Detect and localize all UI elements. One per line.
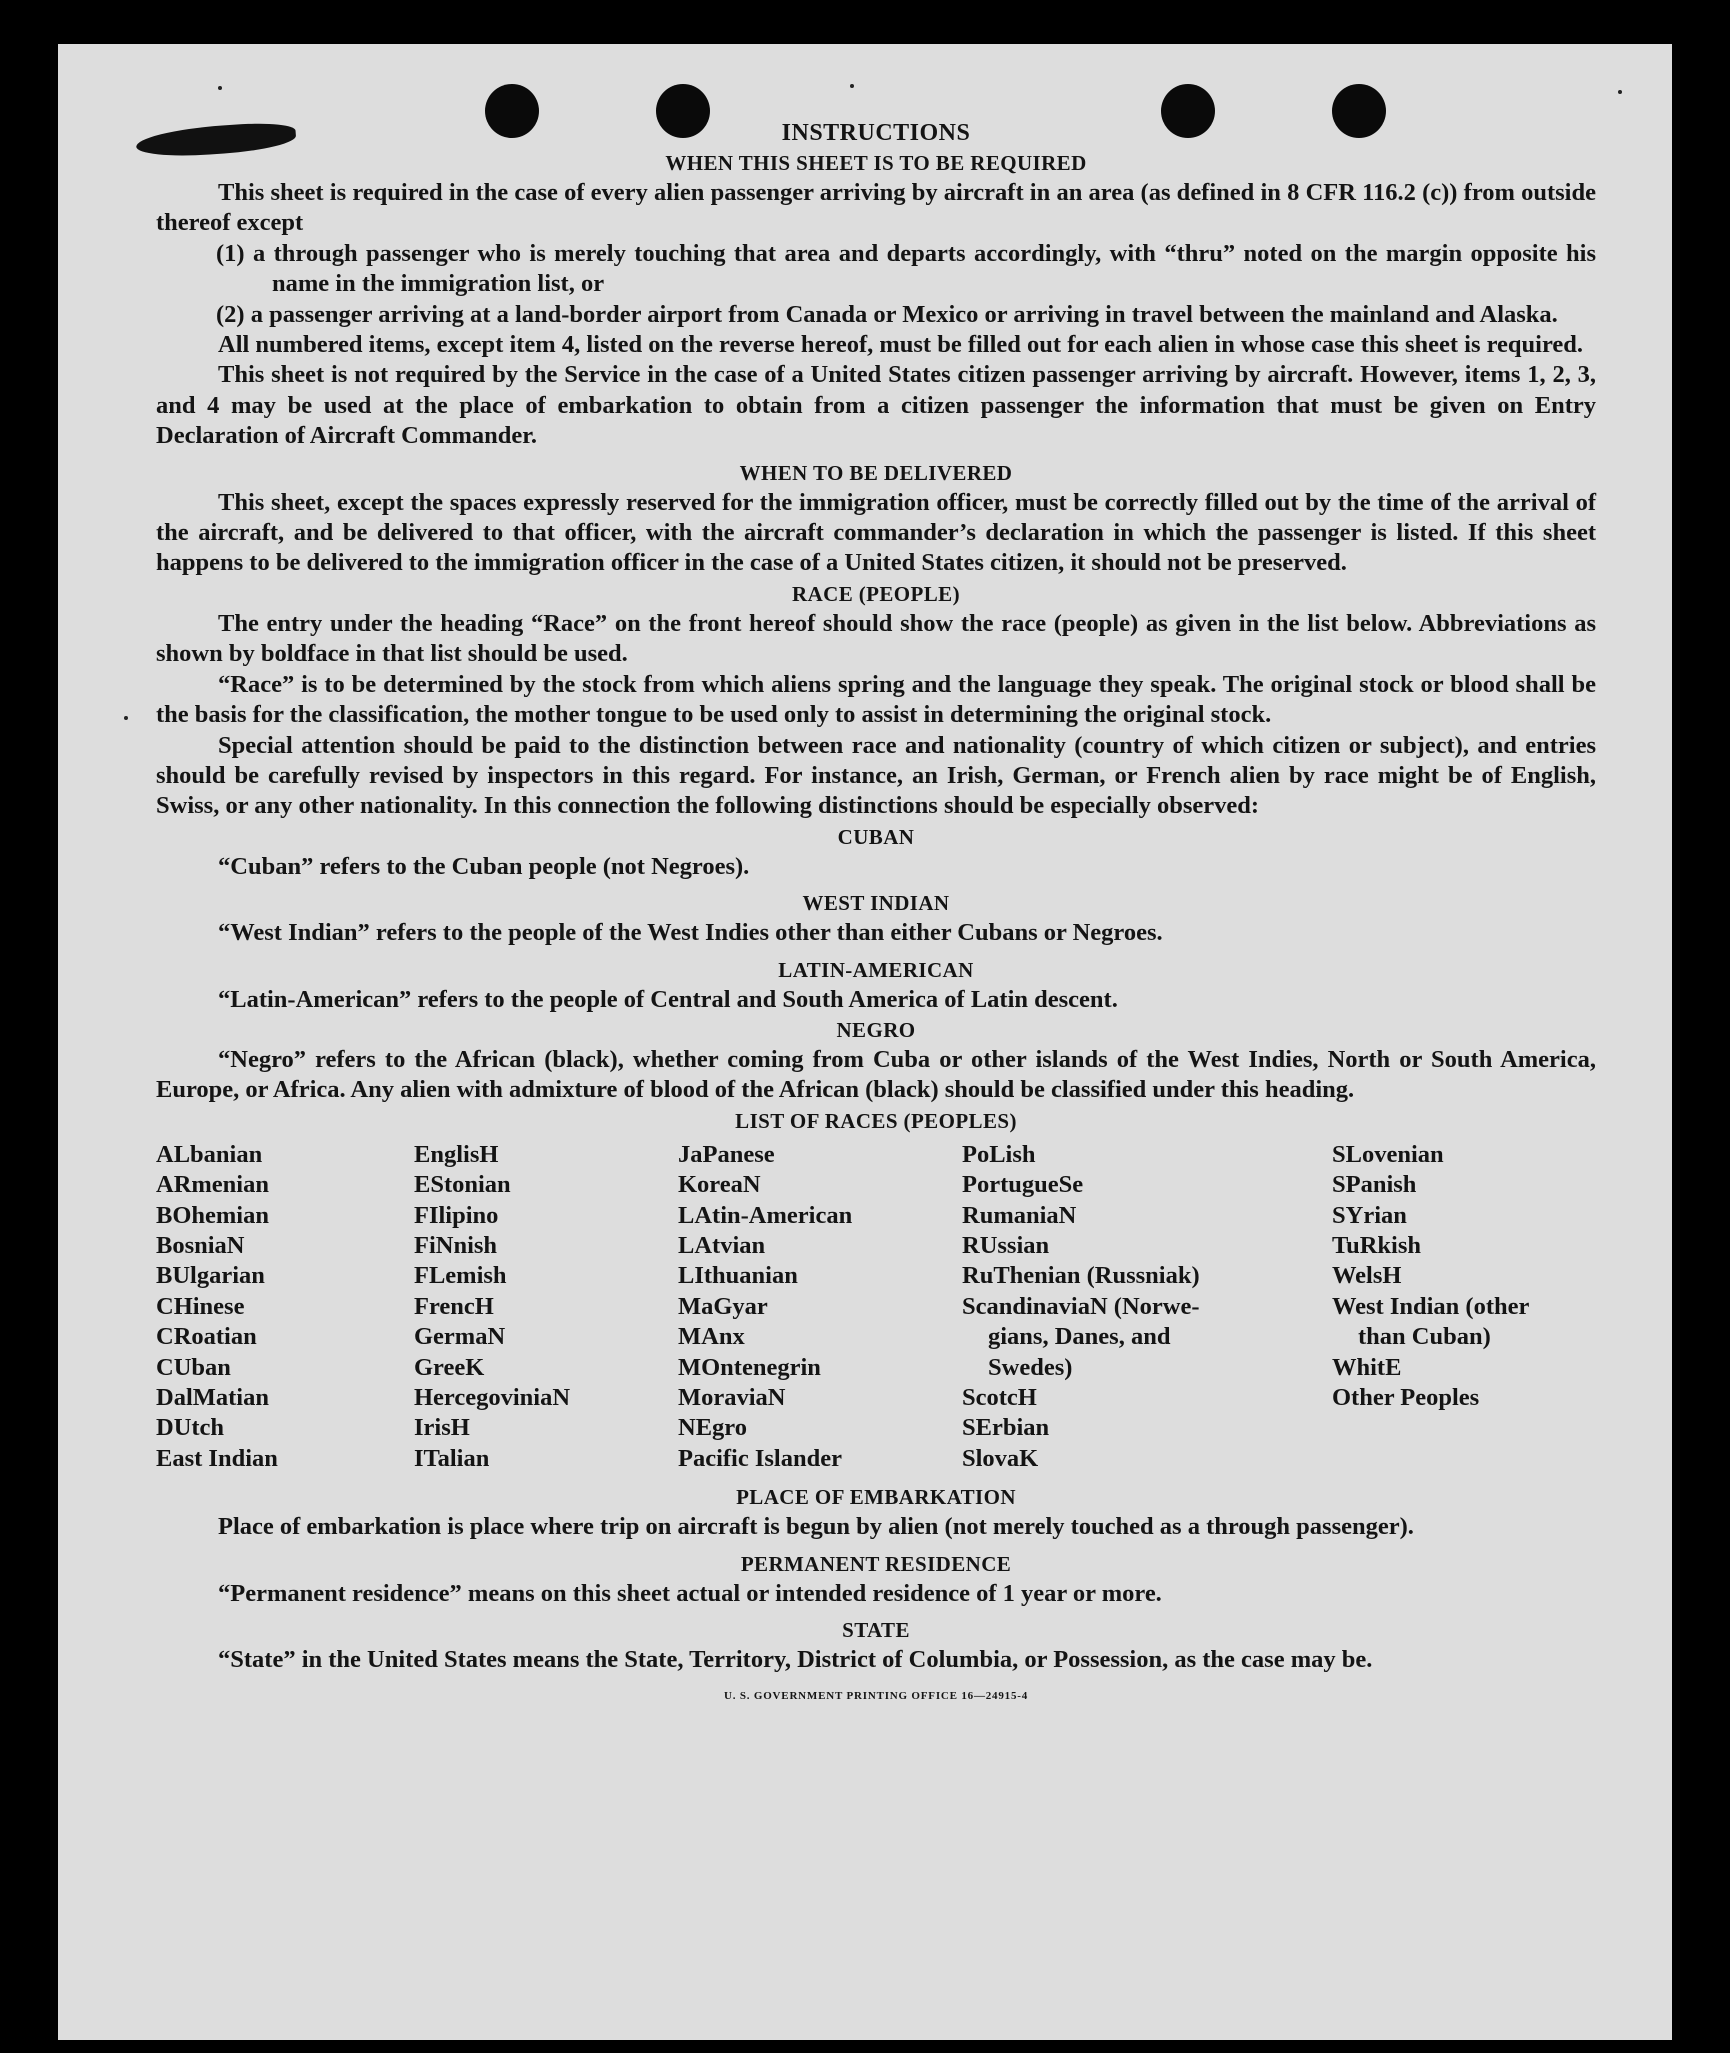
race-list-item: PoLish [962, 1140, 1036, 1168]
race-list-item: gians, Danes, and [988, 1323, 1171, 1351]
race-list-item: SLovenian [1332, 1140, 1444, 1168]
race-list-item: FrencH [414, 1292, 494, 1320]
race-column [678, 1140, 962, 1474]
race-list-item: CUban [156, 1353, 231, 1381]
race-list-item: West Indian (other [1332, 1292, 1530, 1320]
race-list-item: SYrian [1332, 1201, 1407, 1229]
list-item: (2) a passenger arriving at a land-border airport from Canada or Mexico or arriving in travel between the mainland and Alaska. [216, 300, 1558, 328]
heading-cuban: CUBAN [837, 824, 915, 849]
paragraph: “Permanent residence” means on this sheet actual or intended residence of 1 year or more. [218, 1579, 1162, 1607]
paragraph: “West Indian” refers to the people of the West Indies other than either Cubans or Negroes. [218, 919, 1163, 947]
race-list-item: EStonian [414, 1171, 511, 1199]
race-list-item: BosniaN [156, 1231, 245, 1259]
race-list-item: WelsH [1332, 1262, 1402, 1290]
race-list-item: WhitE [1332, 1353, 1402, 1381]
paragraph: “Negro” refers to the African (black), whether coming from Cuba or other islands of the West Indies, North or South America, Europe, or Africa. Any alien with admixture of blood of the African (black) should be classified under this heading. [156, 1045, 1596, 1104]
heading-permanent-residence: PERMANENT RESIDENCE [740, 1551, 1012, 1576]
paragraph: This sheet is not required by the Service in the case of a United States citizen passenger arriving by aircraft. However, items 1, 2, 3, and 4 may be used at the place of embarkation to obtain from a citizen passenger the information that must be given on Entry Declaration of Aircraft Commander. [156, 361, 1596, 450]
race-list-item: RUssian [962, 1231, 1050, 1259]
race-list-item: ALbanian [156, 1140, 263, 1168]
race-list-item: IrisH [414, 1414, 470, 1442]
heading-latin-american: LATIN-AMERICAN [778, 957, 974, 982]
race-list-item: GreeK [414, 1353, 485, 1381]
paragraph: This sheet is required in the case of every alien passenger arriving by aircraft in an area (as defined in 8 CFR 116.2 (c)) from outside thereof except [156, 179, 1596, 237]
printing-office-imprint: U. S. GOVERNMENT PRINTING OFFICE 16—24915-4 [723, 1690, 1029, 1703]
heading-when-delivered: WHEN TO BE DELIVERED [739, 460, 1013, 485]
paragraph: “State” in the United States means the State, Territory, District of Columbia, or Possession, as the case may be. [218, 1646, 1373, 1674]
speck [218, 86, 222, 90]
race-list-item: RumaniaN [962, 1201, 1077, 1229]
race-list-item: ScandinaviaN (Norwe- [962, 1292, 1200, 1320]
paragraph: Special attention should be paid to the distinction between race and nationality (country of which citizen or subject), and entries should be carefully revised by inspectors in this regard. For instance, an Irish, German, or French alien by race might be of English, Swiss, or any other nationality. In this connection the following distinctions should be especially observed: [156, 731, 1596, 820]
heading-race: RACE (PEOPLE) [792, 581, 960, 606]
race-list-item: GermaN [414, 1323, 506, 1351]
paragraph: All numbered items, except item 4, listed on the reverse hereof, must be filled out for each alien in whose case this sheet is required. [218, 331, 1584, 359]
speck [124, 716, 128, 720]
race-list-item: MAnx [678, 1323, 745, 1351]
race-list-item: JaPanese [678, 1140, 775, 1168]
paragraph: “Race” is to be determined by the stock from which aliens spring and the language they speak. The original stock or blood shall be the basis for the classification, the mother tongue to be used only to assist in determining the original stock. [156, 670, 1596, 729]
heading-embarkation: PLACE OF EMBARKATION [736, 1485, 1016, 1510]
heading-west-indian: WEST INDIAN [802, 891, 950, 916]
race-column [1332, 1140, 1596, 1474]
race-list-item: SErbian [962, 1414, 1050, 1442]
paragraph: This sheet, except the spaces expressly reserved for the immigration officer, must be correctly filled out by the time of the arrival of the aircraft, and be delivered to that officer, with the aircraft commander’s declaration in which the passenger is listed. If this sheet happens to be delivered to the immigration officer in the case of a United States citizen, it should not be preserved. [156, 488, 1596, 577]
race-list-item: MoraviaN [678, 1384, 786, 1411]
heading-state: STATE [842, 1618, 910, 1643]
race-list-item: BUlgarian [156, 1262, 265, 1290]
race-list-item: FIlipino [414, 1201, 499, 1229]
race-list-item: Other Peoples [1332, 1384, 1480, 1411]
race-list-item: SPanish [1332, 1171, 1417, 1199]
document-page [58, 44, 1672, 2040]
race-list-item: LIthuanian [678, 1262, 798, 1290]
race-list-item: ScotcH [962, 1384, 1037, 1411]
race-list-item: HercegoviniaN [414, 1384, 571, 1411]
race-list [156, 1140, 1596, 1474]
race-list-item: MaGyar [678, 1292, 768, 1320]
paragraph: “Cuban” refers to the Cuban people (not Negroes). [218, 852, 750, 880]
race-list-item: TuRkish [1332, 1231, 1422, 1259]
race-list-item: ARmenian [156, 1171, 269, 1199]
race-column [962, 1140, 1332, 1474]
race-list-item: Swedes) [988, 1353, 1073, 1381]
heading-negro: NEGRO [836, 1017, 916, 1042]
paragraph: Place of embarkation is place where trip on aircraft is begun by alien (not merely touched as a through passenger). [218, 1513, 1414, 1541]
race-list-item: LAtin-American [678, 1201, 853, 1229]
race-column [156, 1140, 414, 1474]
race-list-item: DalMatian [156, 1384, 269, 1411]
race-list-item: FiNnish [414, 1231, 498, 1259]
race-list-item: SlovaK [962, 1444, 1039, 1472]
race-list-item: FLemish [414, 1262, 507, 1290]
race-list-item: PortugueSe [962, 1171, 1084, 1199]
race-list-item: NEgro [678, 1414, 747, 1442]
heading-when-required: WHEN THIS SHEET IS TO BE REQUIRED [665, 151, 1087, 175]
race-list-item: LAtvian [678, 1231, 766, 1259]
race-list-item: CRoatian [156, 1323, 257, 1351]
race-list-item: KoreaN [678, 1171, 761, 1199]
paragraph: The entry under the heading “Race” on the front hereof should show the race (people) as given in the list below. Abbreviations as shown by boldface in that list should be used. [156, 609, 1596, 668]
speck [850, 84, 854, 88]
race-list-item: Pacific Islander [678, 1444, 842, 1472]
race-column [414, 1140, 678, 1474]
instructions-content [156, 118, 1596, 1712]
race-list-item: DUtch [156, 1414, 225, 1442]
paragraph: “Latin-American” refers to the people of Central and South America of Latin descent. [218, 985, 1118, 1013]
race-list-item: MOntenegrin [678, 1353, 821, 1381]
race-list-item: BOhemian [156, 1201, 269, 1229]
heading-list-of-races: LIST OF RACES (PEOPLES) [735, 1108, 1017, 1133]
list-item: (1) a through passenger who is merely touching that area and departs accordingly, with “thru” noted on the margin opposite his name in the immigration list, or [216, 239, 1596, 298]
race-list-item: than Cuban) [1358, 1323, 1491, 1351]
race-list-item: RuThenian (Russniak) [962, 1262, 1200, 1290]
speck [1618, 90, 1622, 94]
race-list-item: East Indian [156, 1444, 278, 1472]
page-title: INSTRUCTIONS [781, 120, 971, 146]
race-list-item: ITalian [414, 1444, 490, 1472]
race-list-item: CHinese [156, 1292, 245, 1320]
race-list-item: EnglisH [414, 1140, 499, 1168]
